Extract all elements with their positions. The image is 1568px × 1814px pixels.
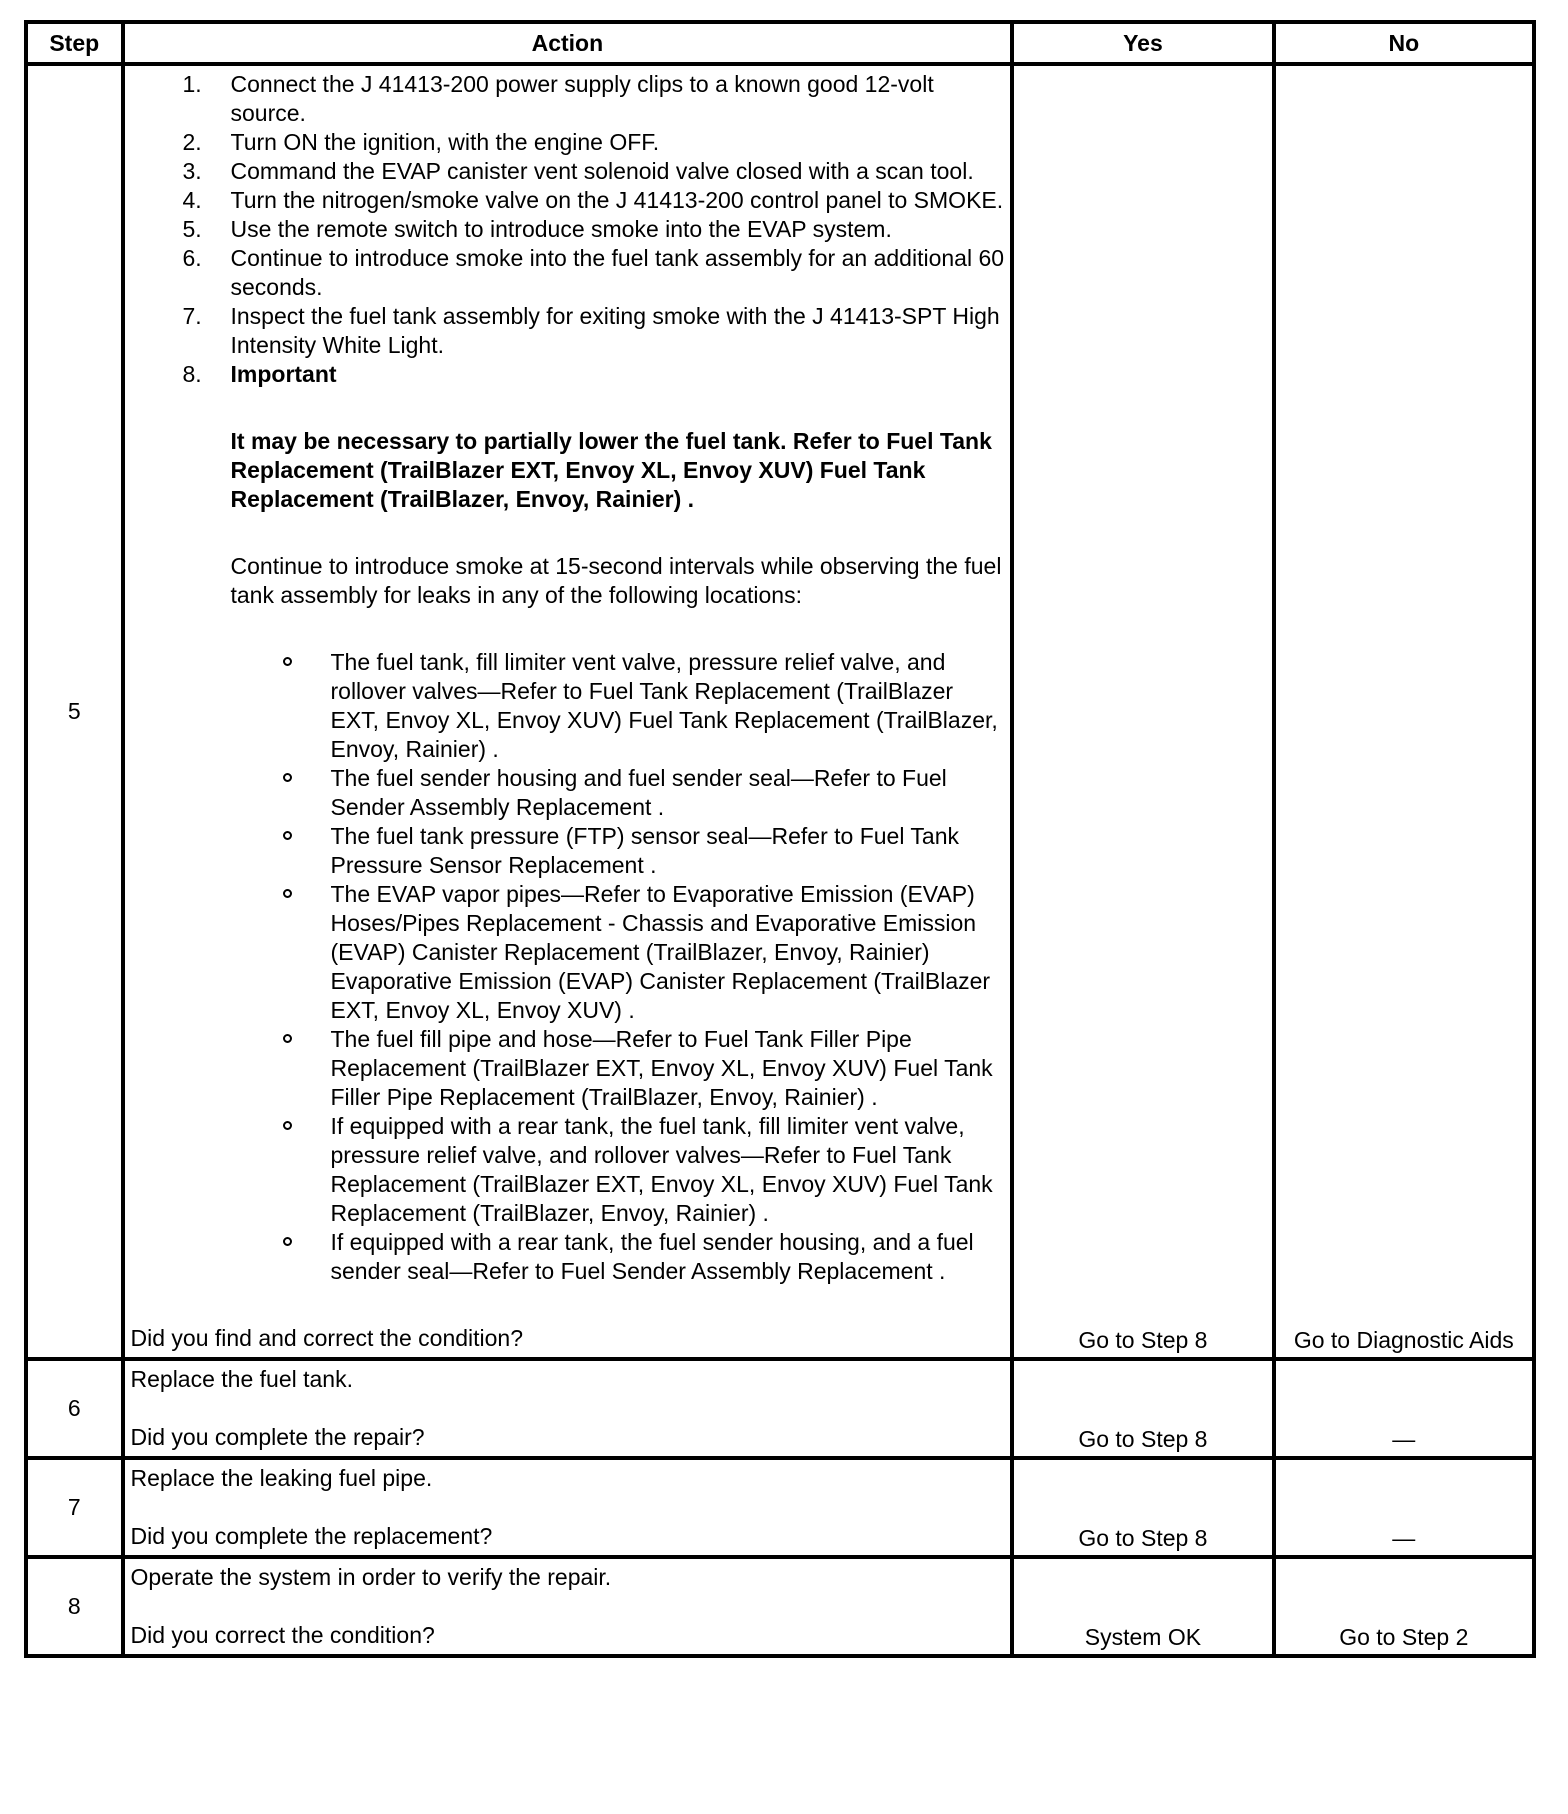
list-item: 2. Turn ON the ignition, with the engine OFF.: [182, 129, 660, 155]
no-cell: Go to Diagnostic Aids: [1274, 64, 1534, 1359]
list-item: 8. Important: [182, 361, 337, 387]
continue-text: Continue to introduce smoke at 15-second intervals while observing the fuel tank assembly for leaks in any of the following locations:: [230, 553, 1002, 608]
step-number: 7: [26, 1458, 123, 1557]
header-step: Step: [26, 22, 123, 64]
header-yes: Yes: [1012, 22, 1273, 64]
list-item: If equipped with a rear tank, the fuel sender housing, and a fuel sender seal—Refer to Fuel Sender Assembly Replacement .: [131, 1228, 1005, 1286]
list-item: 4. Turn the nitrogen/smoke valve on the J 41413-200 control panel to SMOKE.: [182, 187, 1004, 213]
no-cell: Go to Step 2: [1274, 1557, 1534, 1656]
step-number: 6: [26, 1359, 123, 1458]
bullet-icon: [283, 1237, 292, 1246]
instruction-text: Replace the fuel tank.: [130, 1366, 353, 1392]
list-item: 7. Inspect the fuel tank assembly for exiting smoke with the J 41413-SPT High Intensity White Light.: [182, 303, 1000, 358]
list-item: 6. Continue to introduce smoke into the fuel tank assembly for an additional 60 seconds.: [182, 245, 1005, 300]
header-row: [26, 22, 1534, 64]
header-action: Action: [123, 22, 1013, 64]
header-no: No: [1274, 22, 1534, 64]
table-row-step-8: [26, 1557, 1534, 1656]
action-cell: [123, 64, 1013, 1359]
table-row-step-7: [26, 1458, 1534, 1557]
no-cell: —: [1274, 1359, 1534, 1458]
instruction-text: Operate the system in order to verify the repair.: [130, 1564, 612, 1590]
bullet-icon: [283, 773, 292, 782]
action-cell: [123, 1359, 1013, 1458]
important-label: Important: [230, 361, 337, 387]
bullet-icon: [283, 889, 292, 898]
question-text: Did you complete the replacement?: [130, 1523, 493, 1549]
action-cell: [123, 1557, 1013, 1656]
list-item: The EVAP vapor pipes—Refer to Evaporative Emission (EVAP) Hoses/Pipes Replacement - Chassis and Evaporative Emission (EVAP) Canister Replacement (TrailBlazer, Envoy, Rainier) Evaporative Emission (EVAP) Canister Replacement (TrailBlazer EXT, Envoy XL, Envoy XUV) .: [131, 880, 1005, 1025]
diagnostic-table: [24, 20, 1536, 1658]
bullet-icon: [283, 1121, 292, 1130]
step-number: 5: [26, 64, 123, 1359]
yes-cell: Go to Step 8: [1012, 1359, 1273, 1458]
table-row-step-5: [26, 64, 1534, 1359]
list-item: If equipped with a rear tank, the fuel tank, fill limiter vent valve, pressure relief valve, and rollover valves—Refer to Fuel Tank Replacement (TrailBlazer EXT, Envoy XL, Envoy XUV) Fuel Tank Replacement (TrailBlazer, Envoy, Rainier) .: [131, 1112, 1005, 1228]
list-item: The fuel sender housing and fuel sender seal—Refer to Fuel Sender Assembly Replacement .: [131, 764, 1005, 822]
important-note: It may be necessary to partially lower the fuel tank. Refer to Fuel Tank Replacement (TrailBlazer EXT, Envoy XL, Envoy XUV) Fuel Tank Replacement (TrailBlazer, Envoy, Rainier) .: [230, 428, 992, 512]
question-text: Did you correct the condition?: [130, 1622, 435, 1648]
yes-cell: Go to Step 8: [1012, 1458, 1273, 1557]
no-cell: —: [1274, 1458, 1534, 1557]
action-cell: [123, 1458, 1013, 1557]
instruction-text: Replace the leaking fuel pipe.: [130, 1465, 433, 1491]
list-item: The fuel tank pressure (FTP) sensor seal—Refer to Fuel Tank Pressure Sensor Replacement .: [131, 822, 1005, 880]
procedure-list: [131, 70, 1005, 389]
bullet-icon: [283, 831, 292, 840]
question-text: Did you find and correct the condition?: [130, 1325, 524, 1351]
list-item: The fuel tank, fill limiter vent valve, pressure relief valve, and rollover valves—Refer to Fuel Tank Replacement (TrailBlazer EXT, Envoy XL, Envoy XUV) Fuel Tank Replacement (TrailBlazer, Envoy, Rainier) .: [131, 648, 1005, 764]
bullet-icon: [283, 657, 292, 666]
list-item: 5. Use the remote switch to introduce smoke into the EVAP system.: [182, 216, 892, 242]
yes-cell: Go to Step 8: [1012, 64, 1273, 1359]
list-item: 1. Connect the J 41413-200 power supply clips to a known good 12-volt source.: [182, 71, 934, 126]
table-row-step-6: [26, 1359, 1534, 1458]
list-item: 3. Command the EVAP canister vent solenoid valve closed with a scan tool.: [182, 158, 974, 184]
yes-cell: System OK: [1012, 1557, 1273, 1656]
list-item: The fuel fill pipe and hose—Refer to Fuel Tank Filler Pipe Replacement (TrailBlazer EXT, Envoy XL, Envoy XUV) Fuel Tank Filler Pipe Replacement (TrailBlazer, Envoy, Rainier) .: [131, 1025, 1005, 1112]
question-text: Did you complete the repair?: [130, 1424, 425, 1450]
bullet-icon: [283, 1034, 292, 1043]
leak-locations-list: [131, 648, 1005, 1286]
step-number: 8: [26, 1557, 123, 1656]
